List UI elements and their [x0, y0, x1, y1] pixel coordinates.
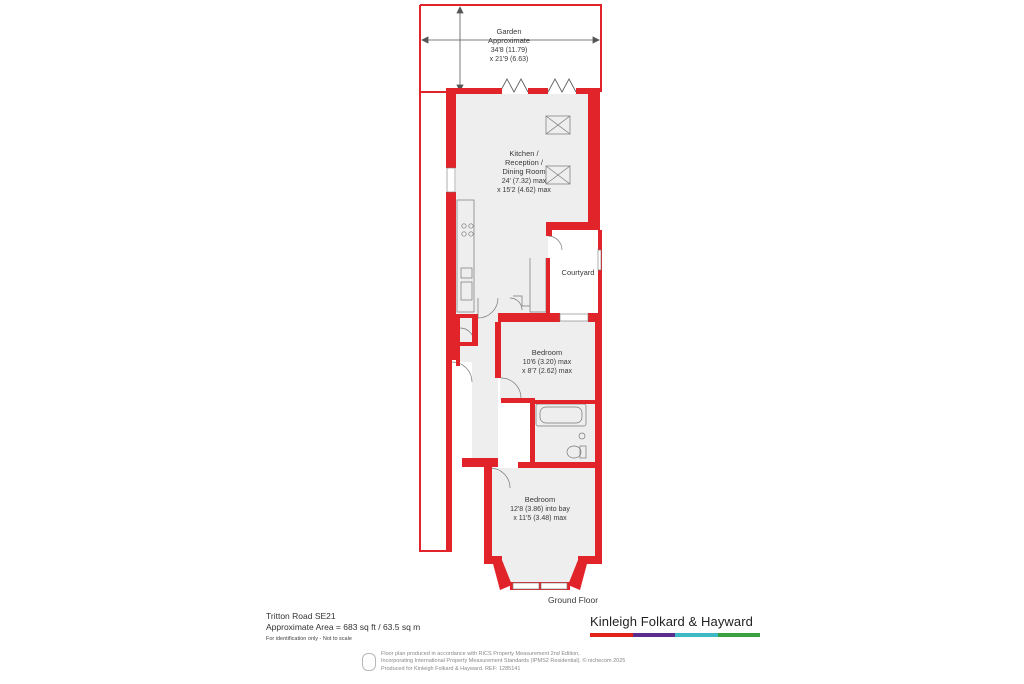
brand-bar-red — [590, 633, 633, 637]
disclaimer-line-3: Produced for Kinleigh Folkard & Hayward. REF: 1285141 — [381, 665, 521, 672]
disclaimer — [362, 651, 692, 673]
scale-note: For identification only - Not to scale — [266, 636, 352, 642]
kitchen-dim1: 24' (7.32) max — [501, 178, 547, 185]
kitchen-dining: Dining Room — [502, 167, 546, 176]
bedroom1-dim2: x 8'7 (2.62) max — [522, 368, 572, 375]
property-area: Approximate Area = 683 sq ft / 63.5 sq m — [266, 622, 421, 632]
brand-bar-green — [718, 633, 761, 637]
kitchen-reception: Reception / — [505, 158, 543, 167]
property-info — [266, 611, 486, 642]
bedroom2-dim1: 12'8 (3.86) into bay — [510, 506, 570, 513]
bedroom2-dim2: x 11'5 (3.48) max — [513, 515, 567, 522]
brand-name: Kinleigh Folkard & Hayward — [590, 614, 754, 629]
brand-color-bar — [590, 633, 760, 637]
bedroom2-name: Bedroom — [524, 495, 556, 504]
disclaimer-line-2: Incorporating International Property Measurement Standards (IPMS2 Residential). © nichecom 2025 — [381, 658, 626, 665]
floor-label: Ground Floor — [547, 595, 599, 605]
bedroom1-dim1: 10'6 (3.20) max — [522, 359, 572, 366]
disclaimer-line-1: Floor plan produced in accordance with RICS Property Measurement 2nd Edition, — [381, 651, 580, 657]
garden-dim1: 34'8 (11.79) — [490, 47, 528, 54]
kitchen-name: Kitchen / — [509, 149, 539, 158]
brand-bar-purple — [633, 633, 676, 637]
garden-dim2: x 21'9 (6.63) — [489, 56, 529, 63]
brand-logo — [590, 614, 760, 637]
rics-seal-icon — [362, 653, 376, 671]
property-address: Tritton Road SE21 — [266, 611, 336, 621]
garden-name: Garden — [496, 27, 522, 36]
kitchen-dim2: x 15'2 (4.62) max — [497, 187, 551, 194]
bedroom1-name: Bedroom — [531, 348, 563, 357]
brand-bar-teal — [675, 633, 718, 637]
courtyard-name: Courtyard — [561, 268, 595, 277]
garden-approx: Approximate — [487, 36, 531, 45]
